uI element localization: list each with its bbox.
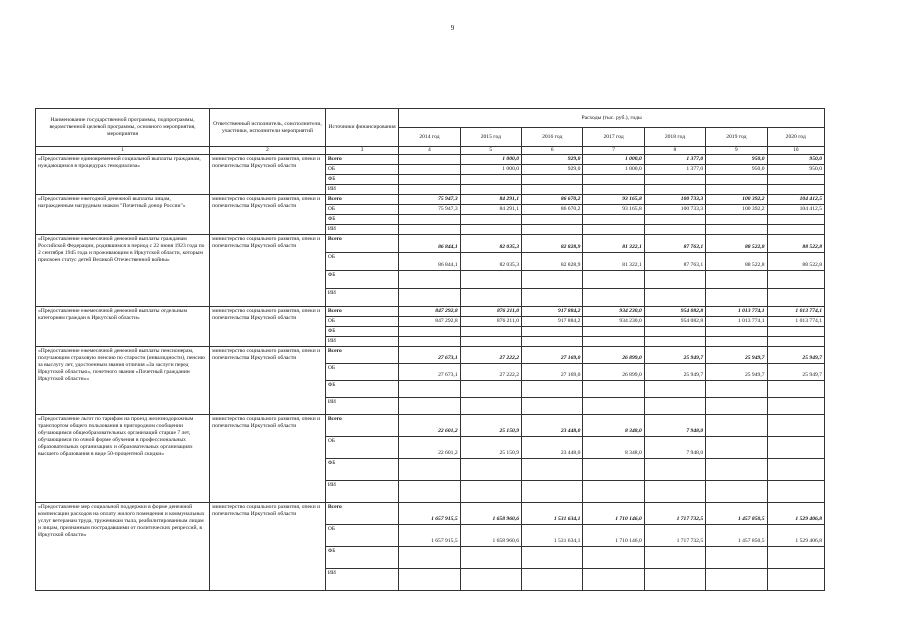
amount-cell: 27 673,1 <box>399 346 460 363</box>
amount-cell <box>767 336 824 346</box>
amount-cell <box>706 458 767 480</box>
funding-source: ОБ <box>325 164 398 174</box>
amount-cell <box>399 288 460 306</box>
amount-cell: 8 348,0 <box>583 436 644 458</box>
amount-cell <box>706 326 767 336</box>
header-executor: Ответственный исполнитель, соисполнители, участники, исполнители мероприятий <box>210 109 326 147</box>
amount-cell: 7 948,0 <box>644 414 705 436</box>
amount-cell <box>399 326 460 336</box>
amount-cell: 27 169,0 <box>522 363 583 380</box>
amount-cell <box>767 568 824 590</box>
amount-cell: 954 082,8 <box>644 316 705 326</box>
amount-cell: 25 949,7 <box>706 346 767 363</box>
amount-cell <box>460 214 521 224</box>
amount-cell <box>767 270 824 288</box>
amount-cell <box>644 380 705 397</box>
amount-cell <box>399 380 460 397</box>
amount-cell <box>583 270 644 288</box>
amount-cell: 950,0 <box>767 164 824 174</box>
amount-cell <box>399 214 460 224</box>
amount-cell: 1 013 774,1 <box>706 316 767 326</box>
amount-cell: 26 899,0 <box>583 346 644 363</box>
table-row <box>36 154 825 164</box>
measure-name: «Предоставление единовременной социальной выплаты гражданам, нуждающимся в процедурах гемодиализа» <box>36 154 210 194</box>
amount-cell <box>399 184 460 194</box>
amount-cell <box>583 397 644 414</box>
amount-cell: 27 222,2 <box>460 363 521 380</box>
amount-cell <box>706 414 767 436</box>
measure-name: «Предоставление ежемесячной денежной выплаты пенсионерам, получающим страховую пенсию по старости (инвалидности), пенсию за выслугу лет, удостоенным звания отличия «За заслуги перед Иркутской областью», почетного звания «Почетный гражданин Иркутской области»» <box>36 346 210 414</box>
amount-cell <box>583 214 644 224</box>
amount-cell: 1 000,0 <box>460 164 521 174</box>
amount-cell: 25 949,7 <box>767 346 824 363</box>
amount-cell: 23 448,0 <box>522 414 583 436</box>
amount-cell <box>399 336 460 346</box>
amount-cell <box>460 397 521 414</box>
amount-cell <box>460 326 521 336</box>
amount-cell: 22 601,2 <box>399 414 460 436</box>
funding-source: ИИ <box>325 288 398 306</box>
amount-cell: 27 673,1 <box>399 363 460 380</box>
column-number: 4 <box>399 147 460 155</box>
amount-cell <box>706 568 767 590</box>
amount-cell: 1 457 850,5 <box>706 524 767 546</box>
amount-cell: 1 710 146,0 <box>583 524 644 546</box>
amount-cell <box>522 270 583 288</box>
header-expenses: Расходы (тыс. руб.), годы <box>399 109 825 128</box>
amount-cell: 1 657 915,5 <box>399 524 460 546</box>
amount-cell: 86 670,2 <box>522 194 583 204</box>
amount-cell <box>767 397 824 414</box>
amount-cell: 7 948,0 <box>644 436 705 458</box>
amount-cell: 934 230,0 <box>583 306 644 316</box>
amount-cell <box>399 546 460 568</box>
amount-cell <box>644 174 705 184</box>
amount-cell <box>644 458 705 480</box>
header-year: 2016 год <box>522 128 583 147</box>
amount-cell: 950,0 <box>706 154 767 164</box>
amount-cell: 82 035,3 <box>460 252 521 270</box>
amount-cell: 84 291,1 <box>460 204 521 214</box>
amount-cell <box>644 184 705 194</box>
funding-source: ОБ <box>325 204 398 214</box>
column-number: 10 <box>767 147 824 155</box>
amount-cell: 88 522,8 <box>767 252 824 270</box>
amount-cell <box>460 458 521 480</box>
amount-cell: 100 733,3 <box>644 204 705 214</box>
table-row <box>36 502 825 524</box>
amount-cell: 27 222,2 <box>460 346 521 363</box>
amount-cell <box>583 546 644 568</box>
amount-cell: 93 165,8 <box>583 204 644 214</box>
funding-source: ИИ <box>325 336 398 346</box>
amount-cell: 25 949,7 <box>706 363 767 380</box>
amount-cell <box>767 480 824 502</box>
funding-source: Всего <box>325 414 398 436</box>
header-year: 2014 год <box>399 128 460 147</box>
amount-cell <box>399 154 460 164</box>
amount-cell: 100 392,2 <box>706 194 767 204</box>
amount-cell <box>460 336 521 346</box>
amount-cell <box>460 568 521 590</box>
header-year: 2017 год <box>583 128 644 147</box>
amount-cell: 1 377,0 <box>644 164 705 174</box>
measure-executor: министерство социального развития, опеки и попечительства Иркутской области <box>210 502 326 590</box>
amount-cell <box>460 174 521 184</box>
funding-source: ИИ <box>325 224 398 234</box>
amount-cell: 917 884,2 <box>522 306 583 316</box>
amount-cell: 1 000,0 <box>583 154 644 164</box>
amount-cell: 104 412,5 <box>767 194 824 204</box>
amount-cell: 25 949,7 <box>644 363 705 380</box>
column-number: 2 <box>210 147 326 155</box>
page-number: 9 <box>450 24 455 32</box>
measure-executor: министерство социального развития, опеки и попечительства Иркутской области <box>210 234 326 306</box>
amount-cell: 93 165,8 <box>583 194 644 204</box>
amount-cell <box>767 414 824 436</box>
amount-cell: 1 658 960,6 <box>460 524 521 546</box>
amount-cell: 88 522,8 <box>706 252 767 270</box>
amount-cell <box>399 568 460 590</box>
funding-source: ФБ <box>325 458 398 480</box>
amount-cell <box>706 184 767 194</box>
amount-cell <box>583 174 644 184</box>
amount-cell <box>767 458 824 480</box>
amount-cell <box>399 480 460 502</box>
amount-cell <box>522 214 583 224</box>
funding-source: ОБ <box>325 524 398 546</box>
amount-cell <box>706 546 767 568</box>
amount-cell <box>460 224 521 234</box>
amount-cell: 1 717 732,5 <box>644 524 705 546</box>
funding-source: ФБ <box>325 174 398 184</box>
measure-name: «Предоставление ежемесячной денежной выплаты гражданам Российской Федерации, родившимся в период с 22 июня 1923 года по 2 сентября 1945 года и проживающим в Иркутской области, которым присвоен статус детей Великой Отечественной войны» <box>36 234 210 306</box>
amount-cell: 81 322,1 <box>583 252 644 270</box>
amount-cell <box>399 224 460 234</box>
funding-source: ОБ <box>325 252 398 270</box>
amount-cell <box>706 224 767 234</box>
measure-executor: министерство социального развития, опеки и попечительства Иркутской области <box>210 346 326 414</box>
amount-cell: 847 292,8 <box>399 316 460 326</box>
amount-cell <box>767 380 824 397</box>
measure-executor: министерство социального развития, опеки и попечительства Иркутской области <box>210 194 326 234</box>
amount-cell: 82 828,9 <box>522 252 583 270</box>
column-number: 1 <box>36 147 210 155</box>
amount-cell: 25 150,9 <box>460 436 521 458</box>
header-year: 2018 год <box>644 128 705 147</box>
funding-source: Всего <box>325 154 398 164</box>
amount-cell <box>767 184 824 194</box>
amount-cell <box>583 224 644 234</box>
table-row <box>36 194 825 204</box>
amount-cell <box>522 458 583 480</box>
amount-cell <box>460 380 521 397</box>
amount-cell <box>644 270 705 288</box>
amount-cell <box>460 546 521 568</box>
header-year: 2020 год <box>767 128 824 147</box>
funding-source: ФБ <box>325 546 398 568</box>
amount-cell <box>399 174 460 184</box>
column-number: 9 <box>706 147 767 155</box>
funding-source: ОБ <box>325 436 398 458</box>
amount-cell: 25 150,9 <box>460 414 521 436</box>
amount-cell: 23 448,0 <box>522 436 583 458</box>
amount-cell: 86 844,1 <box>399 234 460 252</box>
funding-source: Всего <box>325 502 398 524</box>
amount-cell: 88 522,8 <box>706 234 767 252</box>
amount-cell: 88 522,8 <box>767 234 824 252</box>
amount-cell: 100 392,2 <box>706 204 767 214</box>
amount-cell <box>644 214 705 224</box>
amount-cell <box>522 546 583 568</box>
amount-cell: 25 949,7 <box>767 363 824 380</box>
amount-cell: 1 710 146,0 <box>583 502 644 524</box>
amount-cell: 82 828,9 <box>522 234 583 252</box>
header-year: 2019 год <box>706 128 767 147</box>
amount-cell: 1 377,0 <box>644 154 705 164</box>
measure-name: «Предоставление мер социальной поддержки в форме денежной компенсации расходов на оплату жилого помещения и коммунальных услуг ветеранам труда, труженикам тыла, реабилитированным лицам и лицам, признанным пострадавшими от политических репрессий, в Иркутской области» <box>36 502 210 590</box>
amount-cell: 27 169,0 <box>522 346 583 363</box>
funding-source: ОБ <box>325 316 398 326</box>
amount-cell: 8 348,0 <box>583 414 644 436</box>
amount-cell <box>644 224 705 234</box>
amount-cell: 1 657 915,5 <box>399 502 460 524</box>
amount-cell <box>460 288 521 306</box>
amount-cell <box>399 270 460 288</box>
amount-cell: 929,0 <box>522 164 583 174</box>
amount-cell <box>399 397 460 414</box>
column-number: 3 <box>325 147 398 155</box>
funding-source: ИИ <box>325 480 398 502</box>
funding-source: ИИ <box>325 397 398 414</box>
funding-source: ИИ <box>325 568 398 590</box>
header-source: Источники финансирования <box>325 109 398 147</box>
amount-cell <box>583 336 644 346</box>
amount-cell <box>460 184 521 194</box>
amount-cell <box>706 436 767 458</box>
funding-source: ФБ <box>325 214 398 224</box>
amount-cell: 929,0 <box>522 154 583 164</box>
amount-cell: 87 763,1 <box>644 252 705 270</box>
amount-cell <box>644 336 705 346</box>
column-number: 8 <box>644 147 705 155</box>
funding-source: ИИ <box>325 184 398 194</box>
amount-cell: 100 733,3 <box>644 194 705 204</box>
measure-executor: министерство социального развития, опеки и попечительства Иркутской области <box>210 154 326 194</box>
amount-cell <box>767 174 824 184</box>
amount-cell <box>522 336 583 346</box>
amount-cell <box>583 288 644 306</box>
amount-cell <box>460 480 521 502</box>
column-number: 7 <box>583 147 644 155</box>
table-row <box>36 234 825 252</box>
funding-source: ФБ <box>325 380 398 397</box>
measure-name: «Предоставление льгот по тарифам на проезд железнодорожным транспортом общего пользования в пригородном сообщении обучающимся общеобразовательных организаций старше 7 лет, обучающимся по очной форме обучения в профессиональных образовательных организациях и образовательных организациях высшего образования в виде 50-процентной скидки» <box>36 414 210 502</box>
amount-cell: 917 884,2 <box>522 316 583 326</box>
amount-cell <box>706 480 767 502</box>
amount-cell: 1 529 406,8 <box>767 524 824 546</box>
amount-cell <box>644 288 705 306</box>
amount-cell: 84 291,1 <box>460 194 521 204</box>
amount-cell <box>522 174 583 184</box>
amount-cell <box>583 326 644 336</box>
amount-cell <box>522 480 583 502</box>
amount-cell <box>522 568 583 590</box>
funding-source: Всего <box>325 234 398 252</box>
amount-cell <box>522 224 583 234</box>
amount-cell <box>767 326 824 336</box>
table-row <box>36 346 825 363</box>
amount-cell: 82 035,3 <box>460 234 521 252</box>
amount-cell: 1 000,0 <box>460 154 521 164</box>
amount-cell: 81 322,1 <box>583 234 644 252</box>
amount-cell: 876 211,0 <box>460 306 521 316</box>
amount-cell <box>583 480 644 502</box>
amount-cell <box>460 270 521 288</box>
amount-cell: 1 013 774,1 <box>706 306 767 316</box>
measure-name: «Предоставление ежемесячной денежной выплаты отдельным категориям граждан в Иркутской области» <box>36 306 210 346</box>
amount-cell: 75 947,3 <box>399 204 460 214</box>
column-number: 5 <box>460 147 521 155</box>
amount-cell: 75 947,3 <box>399 194 460 204</box>
amount-cell <box>583 184 644 194</box>
funding-source: Всего <box>325 346 398 363</box>
funding-source: ФБ <box>325 270 398 288</box>
amount-cell <box>644 568 705 590</box>
header-program: Наименование государственной программы, подпрограммы, ведомственной целевой программы, основного мероприятия, мероприятия <box>36 109 210 147</box>
amount-cell: 1 658 960,6 <box>460 502 521 524</box>
funding-source: ОБ <box>325 363 398 380</box>
amount-cell <box>399 164 460 174</box>
amount-cell: 950,0 <box>706 164 767 174</box>
measure-executor: министерство социального развития, опеки и попечительства Иркутской области <box>210 306 326 346</box>
amount-cell: 22 601,2 <box>399 436 460 458</box>
amount-cell <box>706 336 767 346</box>
amount-cell <box>644 546 705 568</box>
amount-cell <box>583 380 644 397</box>
amount-cell: 1 000,0 <box>583 164 644 174</box>
amount-cell <box>767 214 824 224</box>
amount-cell: 1 531 634,1 <box>522 524 583 546</box>
financing-table <box>35 108 825 591</box>
amount-cell: 847 292,8 <box>399 306 460 316</box>
amount-cell <box>767 436 824 458</box>
amount-cell <box>767 224 824 234</box>
amount-cell: 1 013 774,1 <box>767 306 824 316</box>
amount-cell: 86 670,2 <box>522 204 583 214</box>
measure-name: «Предоставление ежегодной денежной выплаты лицам, награжденным нагрудным знаком "Почетный донор России"» <box>36 194 210 234</box>
amount-cell <box>706 214 767 224</box>
amount-cell <box>522 326 583 336</box>
amount-cell: 25 949,7 <box>644 346 705 363</box>
amount-cell: 876 211,0 <box>460 316 521 326</box>
amount-cell <box>522 380 583 397</box>
amount-cell: 1 457 850,5 <box>706 502 767 524</box>
amount-cell: 954 082,8 <box>644 306 705 316</box>
amount-cell: 104 412,5 <box>767 204 824 214</box>
column-number: 6 <box>522 147 583 155</box>
amount-cell: 86 844,1 <box>399 252 460 270</box>
header-year: 2015 год <box>460 128 521 147</box>
amount-cell <box>522 184 583 194</box>
amount-cell: 934 230,0 <box>583 316 644 326</box>
amount-cell: 26 899,0 <box>583 363 644 380</box>
amount-cell: 1 529 406,8 <box>767 502 824 524</box>
amount-cell <box>583 568 644 590</box>
amount-cell <box>644 326 705 336</box>
amount-cell: 1 013 774,1 <box>767 316 824 326</box>
table-row <box>36 414 825 436</box>
amount-cell <box>644 397 705 414</box>
table-row <box>36 306 825 316</box>
amount-cell: 87 763,1 <box>644 234 705 252</box>
amount-cell <box>767 288 824 306</box>
funding-source: ФБ <box>325 326 398 336</box>
amount-cell: 950,0 <box>767 154 824 164</box>
amount-cell <box>399 458 460 480</box>
amount-cell <box>767 546 824 568</box>
amount-cell <box>522 288 583 306</box>
amount-cell: 1 717 732,5 <box>644 502 705 524</box>
amount-cell: 1 531 634,1 <box>522 502 583 524</box>
measure-executor: министерство социального развития, опеки и попечительства Иркутской области <box>210 414 326 502</box>
amount-cell <box>706 397 767 414</box>
amount-cell <box>706 380 767 397</box>
amount-cell <box>583 458 644 480</box>
amount-cell <box>706 270 767 288</box>
amount-cell <box>706 288 767 306</box>
amount-cell <box>706 174 767 184</box>
amount-cell <box>522 397 583 414</box>
amount-cell <box>644 480 705 502</box>
funding-source: Всего <box>325 194 398 204</box>
funding-source: Всего <box>325 306 398 316</box>
